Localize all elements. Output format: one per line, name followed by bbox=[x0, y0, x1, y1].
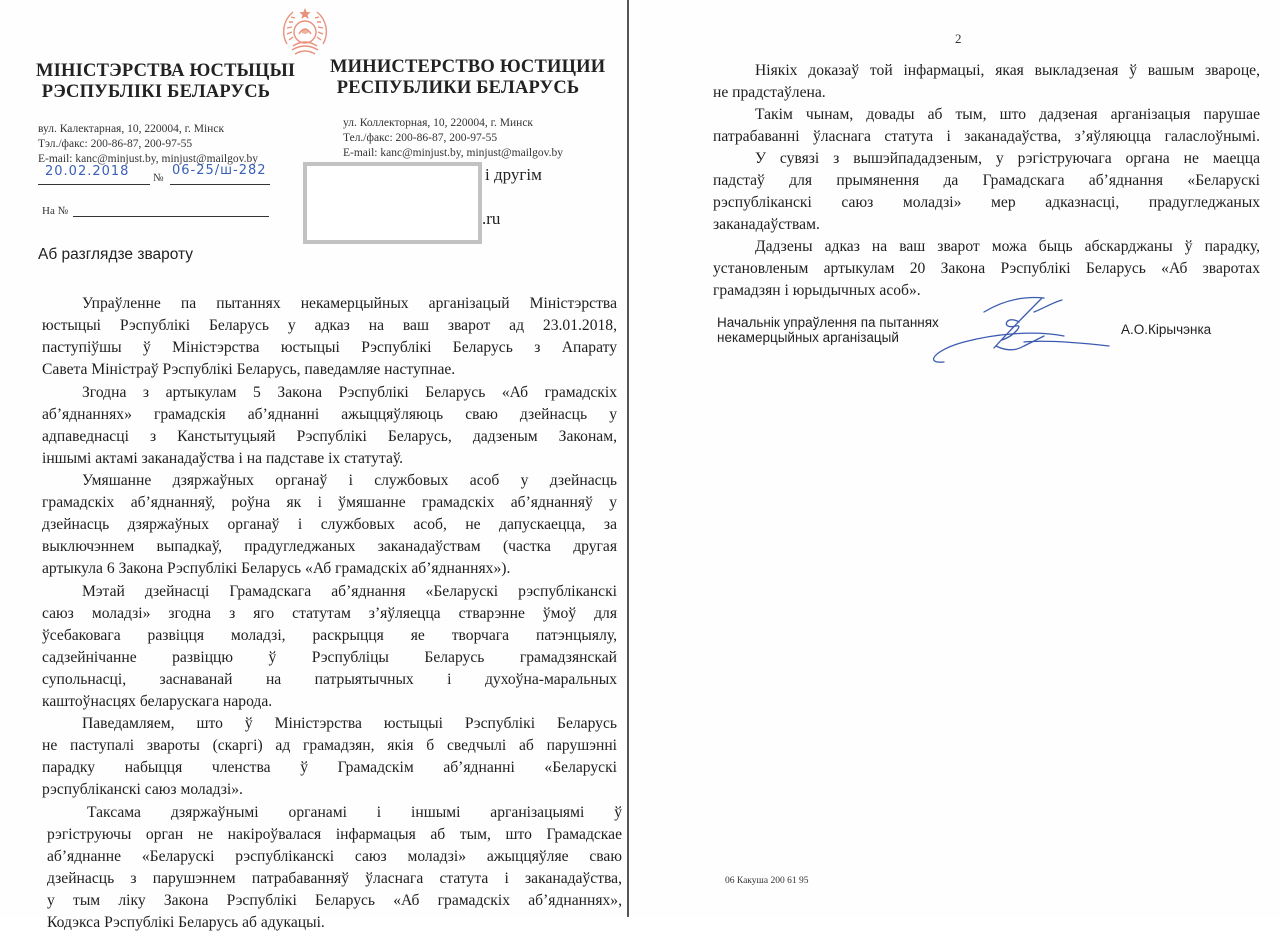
body-line: падстаў для прымянення да Грамадскага аб’яднання «Беларускі bbox=[713, 172, 1260, 189]
body-line: грамадзян і юрыдычных асоб». bbox=[713, 282, 921, 299]
email-by: E-mail: kanc@minjust.by, minjust@mailgov.by bbox=[38, 153, 258, 165]
letter-subject: Аб разглядзе звароту bbox=[38, 246, 194, 263]
state-emblem-icon bbox=[277, 4, 333, 60]
body-line: Згодна з артыкулам 5 Закона Рэспублікі Беларусь «Аб грамадскіх bbox=[82, 384, 617, 401]
body-line: рэгіструючы орган не накіроўвалася інфармацыя аб тым, што Грамадскае bbox=[47, 826, 622, 843]
body-line: не паступалі звароты (скаргі) ад грамадзян, якія б сведчылі аб парушэнні bbox=[42, 737, 617, 754]
email-ru: E-mail: kanc@minjust.by, minjust@mailgov.by bbox=[343, 147, 563, 159]
body-line: Упраўленне па пытаннях некамерцыйных арганізацый Міністэрства bbox=[82, 295, 617, 312]
ministry-title-by bbox=[36, 61, 296, 103]
body-line: юстыцыі Рэспублікі Беларусь у адказ на ваш зварот ад 23.01.2018, bbox=[42, 317, 617, 334]
addressee-email-suffix: .ru bbox=[482, 209, 501, 228]
signatory-title-line1: Начальнік упраўлення па пытаннях bbox=[717, 315, 939, 330]
body-line: установленым артыкулам 20 Закона Рэспублікі Беларусь «Аб зваротах bbox=[713, 260, 1260, 277]
letter-page-1 bbox=[0, 0, 627, 931]
ministry-contacts-ru bbox=[343, 116, 563, 161]
body-line: У сувязі з вышэйпададзеным, у рэгіструючага органа не маецца bbox=[755, 150, 1260, 167]
signatory-name: А.О.Кірычэнка bbox=[1121, 322, 1212, 337]
body-line: Умяшанне дзяржаўных органаў і службовых асоб у дзейнасць bbox=[82, 472, 617, 489]
body-line: патрабаванні ўласнага статута і заканадаўства, з’яўляюцца галаслоўнымі. bbox=[713, 128, 1260, 145]
body-line: аб’яднаннях» грамадскія аб’яднанні ажыццяўляюць сваю дзейнасць у bbox=[42, 406, 617, 423]
body-line: дзейнасць дзяржаўных органаў і службовых асоб, не дапускаецца, за bbox=[42, 516, 617, 533]
number-label: № bbox=[153, 172, 164, 184]
body-line: саюз моладзі» згодна з яго статутам з’яўляецца стварэнне ўмоў для bbox=[42, 605, 617, 622]
letter-page-2 bbox=[629, 0, 1280, 917]
phone-by: Тэл./факс: 200-86-87, 200-97-55 bbox=[38, 138, 193, 150]
body-line: Паведамляем, што ў Міністэрства юстыцыі Рэспублікі Беларусь bbox=[82, 715, 617, 732]
body-line: супольнасці, заснаванай на патрыятычных і духоўна-маральных bbox=[42, 671, 617, 688]
ministry-title-ru-line1: МИНИСТЕРСТВО ЮСТИЦИИ bbox=[330, 57, 606, 77]
number-underline bbox=[170, 184, 270, 185]
body-line: рэспубліканскі саюз моладзі» мер адказнасці, прадугледжаных bbox=[713, 194, 1260, 211]
body-line: Кодэкса Рэспублікі Беларусь аб адукацыі. bbox=[47, 914, 325, 931]
body-line: Ніякіх доказаў той інфармацыі, якая выкладзеная ў вашым звароце, bbox=[755, 62, 1260, 79]
ministry-title-by-line1: МІНІСТЭРСТВА ЮСТЫЦЫІ bbox=[36, 61, 296, 81]
reference-label: На № bbox=[42, 205, 69, 217]
ministry-title-by-line2: РЭСПУБЛІКІ БЕЛАРУСЬ bbox=[41, 82, 271, 102]
body-line: рэспубліканскі саюз моладзі». bbox=[42, 781, 243, 798]
addressee-suffix: і другім bbox=[485, 165, 542, 184]
ministry-title-ru bbox=[330, 57, 606, 99]
registration-date: 20.02.2018 bbox=[45, 164, 130, 179]
date-underline bbox=[38, 184, 150, 185]
registration-number: 06-25/ш-282 bbox=[172, 163, 267, 178]
phone-ru: Тел./факс: 200-86-87, 200-97-55 bbox=[343, 132, 498, 144]
body-line: каштоўнасцях беларускага народа. bbox=[42, 693, 273, 710]
body-line: паступіўшы ў Міністэрства юстыцыі Рэспублікі Беларусь з Апарату bbox=[42, 339, 617, 356]
address-ru: ул. Коллекторная, 10, 220004, г. Минск bbox=[343, 117, 534, 129]
body-line: іншымі актамі заканадаўства і на падставе іх статутаў. bbox=[42, 450, 404, 467]
ministry-contacts-by bbox=[38, 122, 258, 167]
redacted-addressee bbox=[303, 162, 482, 244]
body-line: адпаведнасці з Канстытуцыяй Рэспублікі Беларусь, дадзеным Законам, bbox=[42, 428, 617, 445]
signatory-title bbox=[717, 315, 939, 345]
ministry-title-ru-line2: РЕСПУБЛИКИ БЕЛАРУСЬ bbox=[336, 78, 580, 98]
body-line: ўсебаковага развіцця моладзі, раскрыцця яе творчага патэнцыялу, bbox=[42, 627, 617, 644]
body-line: выключэннем выпадкаў, прадугледжаных заканадаўствам (частка другая bbox=[42, 538, 617, 555]
handwritten-signature-icon bbox=[924, 290, 1114, 370]
body-line: садзейнічанне развіццю ў Рэспубліцы Беларусь грамадзянскай bbox=[42, 649, 617, 666]
body-line: грамадскіх аб’яднанняў, роўна як і ўмяшанне грамадскіх аб’яднанняў у bbox=[42, 494, 617, 511]
body-line: не прадстаўлена. bbox=[713, 84, 826, 101]
address-by: вул. Калектарная, 10, 220004, г. Мінск bbox=[38, 123, 225, 135]
body-line: Мэтай дзейнасці Грамадскага аб’яднання «Беларускі рэспубліканскі bbox=[82, 583, 617, 600]
body-line: артыкула 6 Закона Рэспублікі Беларусь «Аб грамадскіх аб’яднаннях»). bbox=[42, 560, 511, 577]
executor-note: 06 Какуша 200 61 95 bbox=[725, 876, 809, 886]
signatory-title-line2: некамерцыйных арганізацый bbox=[717, 330, 899, 345]
reference-underline bbox=[73, 216, 269, 217]
body-line: Дадзены адказ на ваш зварот можа быць абскарджаны ў парадку, bbox=[755, 238, 1260, 255]
page-number: 2 bbox=[955, 31, 962, 46]
body-line: Таксама дзяржаўнымі органамі і іншымі арганізацыямі ў bbox=[87, 804, 622, 821]
body-line: парадку набыцця членства ў Грамадскім аб’яднанні «Беларускі bbox=[42, 759, 617, 776]
body-line: Такім чынам, довады аб тым, што дадзеная арганізацыя парушае bbox=[755, 106, 1260, 123]
body-line: заканадаўствам. bbox=[713, 216, 820, 233]
body-line: у тым ліку Закона Рэспублікі Беларусь «Аб грамадскіх аб’яднаннях», bbox=[47, 892, 622, 909]
body-line: Савета Міністраў Рэспублікі Беларусь, паведамляе наступнае. bbox=[42, 361, 456, 378]
body-line: дзейнасць з парушэннем патрабаванняў ўласнага статута і заканадаўства, bbox=[47, 870, 622, 887]
body-line: аб’яднанне «Беларускі рэспубліканскі саюз моладзі» ажыццяўляе сваю bbox=[47, 848, 622, 865]
